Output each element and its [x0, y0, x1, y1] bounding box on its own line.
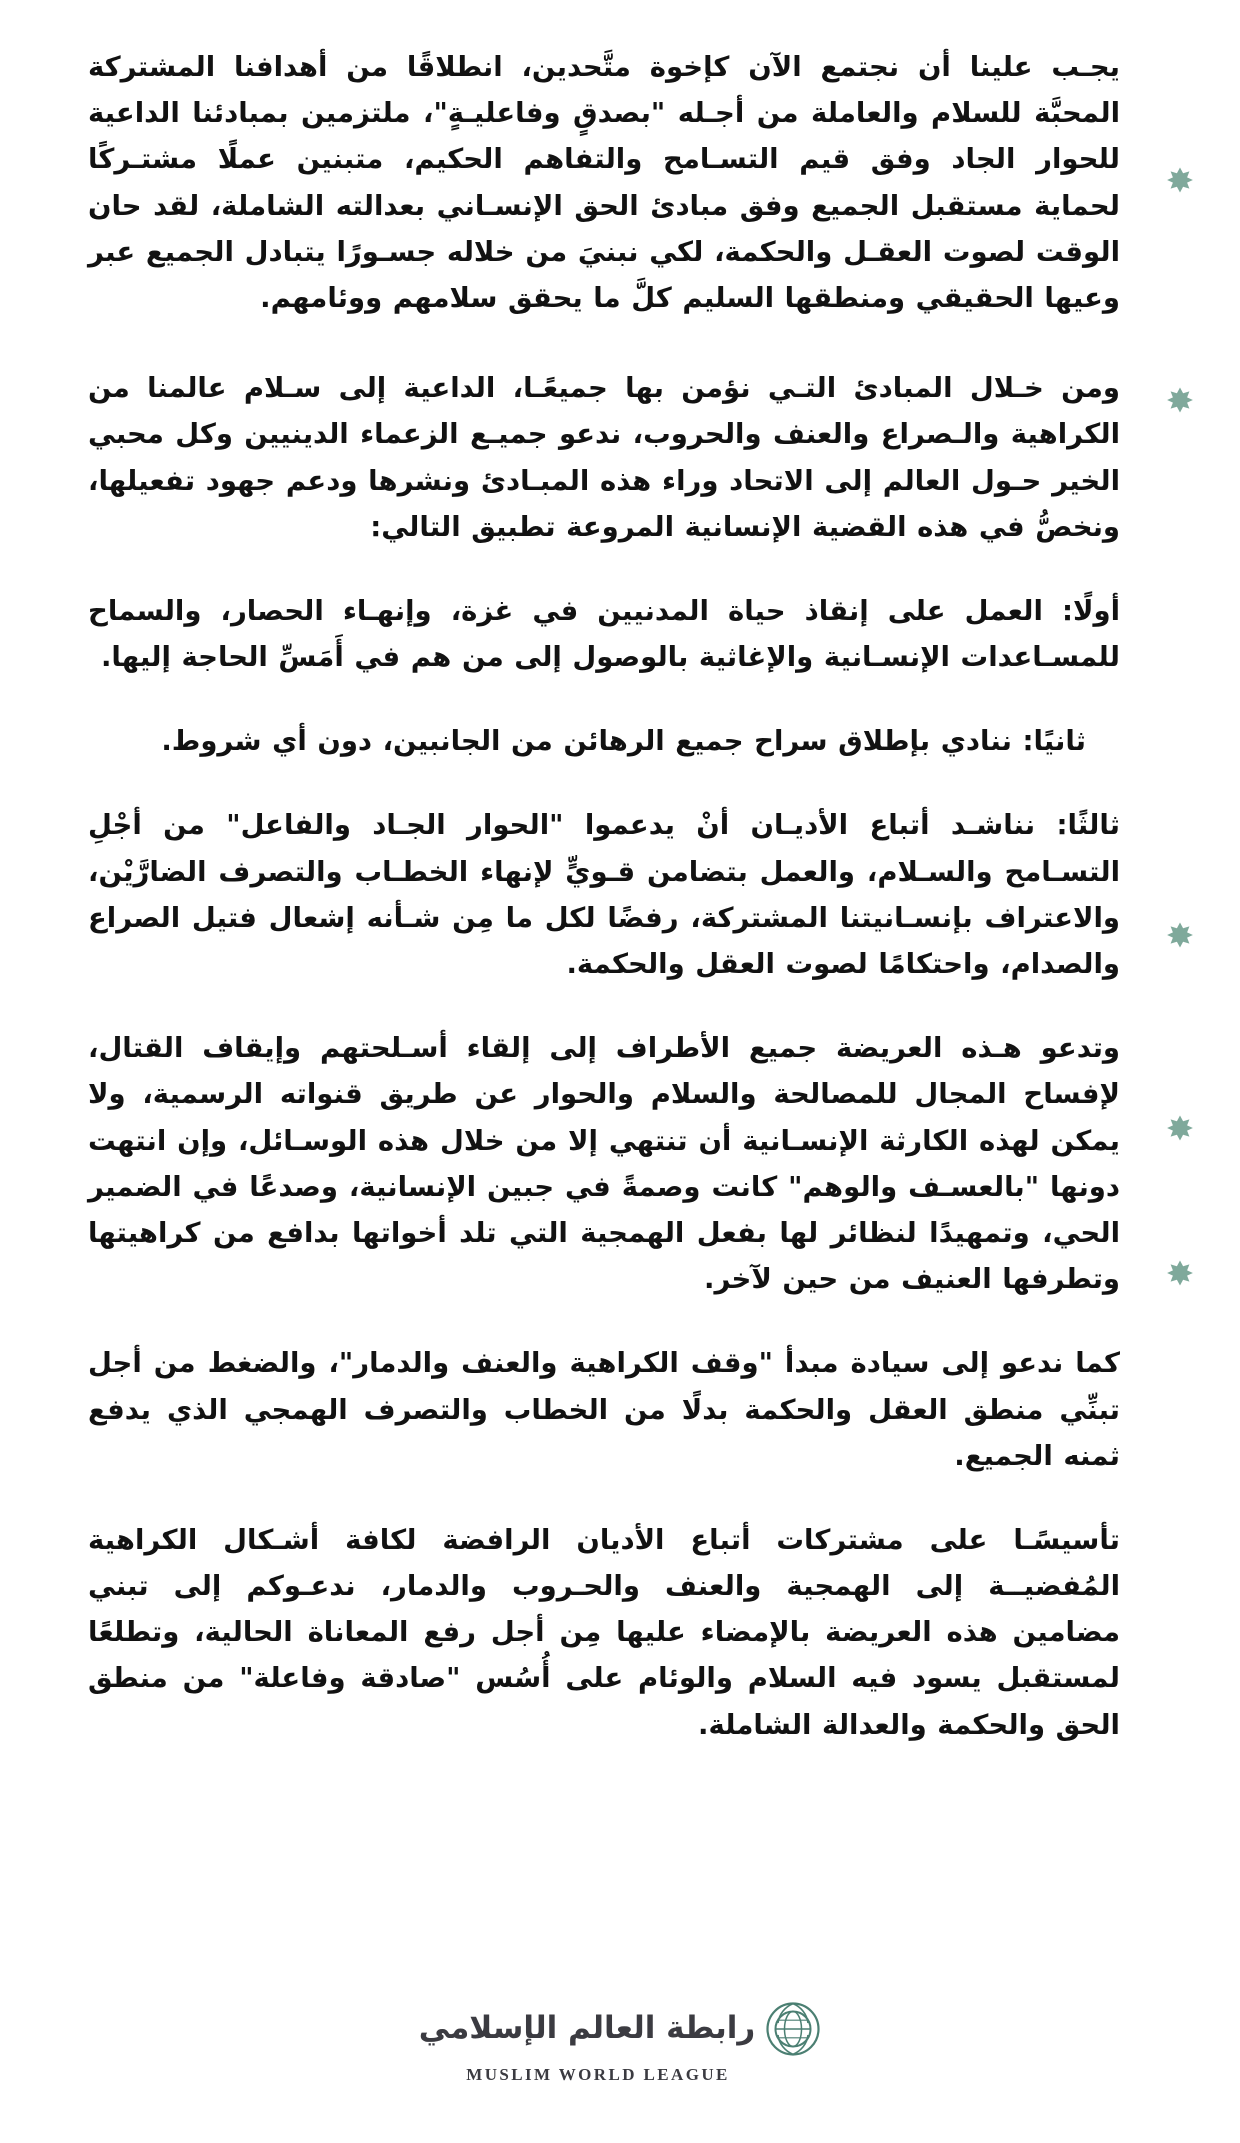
globe-wreath-emblem-icon — [765, 2001, 821, 2057]
flower-marker-icon — [1166, 166, 1194, 194]
logo-row — [419, 2001, 822, 2057]
paragraph-7: كما ندعو إلى سيادة مبدأ "وقف الكراهية والعنف والدمار"، والضغط من أجل تبنِّي منطق العقل والحكمة بدلًا من الخطاب والتصرف الهمجي الذي يدفع ثمنه الجميع. — [88, 1347, 1120, 1472]
paragraph-3-first-demand: أولًا: العمل على إنقاذ حياة المدنيين في غزة، وإنهـاء الحصار، والسماح للمسـاعدات الإنسـانية والإغاثية بالوصول إلى من هم في أَمَسِّ الحاجة إليها. — [88, 594, 1120, 674]
flower-marker-icon — [1166, 1259, 1194, 1287]
paragraph-8-closing: تأسيسًـا على مشتركات أتباع الأديان الرافضة لكافة أشـكال الكراهية المُفضيــة إلى الهمجية والعنف والحـروب والدمار، ندعـوكم إلى تبني مضامين هذه العريضة بالإمضاء عليها مِن أجل رفع المعاناة الحالية، وتطلعًا لمستقبل يسود فيه السلام والوئام على أُسُس "صادقة وفاعلة" من منطق الحق والحكمة والعدالة الشاملة. — [88, 1523, 1120, 1741]
paragraph-2: ومن خـلال المبادئ التـي نؤمن بها جميعًـا، الداعية إلى سـلام عالمنا من الكراهية والـصراع والعنف والحروب، ندعو جميـع الزعماء الدينيين وكل محبي الخير حـول العالم إلى الاتحاد وراء هذه المبـادئ ونشرها ودعم جهود تفعيلها، ونخصُّ في هذه القضية الإنسانية المروعة تطبيق التالي: — [88, 372, 1120, 543]
paragraph-1: يجـب علينا أن نجتمع الآن كإخوة متَّحدين، انطلاقًا من أهدافنا المشتركة المحبَّة للسلام والعاملة من أجـله "بصدقٍ وفاعليـةٍ"، ملتزمين بمبادئنا الداعية للحوار الجاد وفق قيم التسـامح والتفاهم الحكيم، متبنين عملًا مشتـركًا لحماية مستقبل الجميع وفق مبادئ الحق الإنسـاني بعدالته الشاملة، لقد حان الوقت لصوت العقـل والحكمة، لكي نبنيَ من خلاله جسـورًا يتبادل الجميع عبر وعيها الحقيقي ومنطقها السليم كلَّ ما يحقق سلامهم ووئامهم. — [88, 51, 1120, 314]
flower-marker-icon — [1166, 1114, 1194, 1142]
decorative-marker-column — [1120, 0, 1240, 2143]
paragraph-6: وتدعو هـذه العريضة جميع الأطراف إلى إلقاء أسـلحتهم وإيقاف القتال، لإفساح المجال للمصالحة والسلام والحوار عن طريق قنواته الرسمية، ولا يمكن لهذه الكارثة الإنسـانية أن تنتهي إلا من خلال هذه الوسـائل، وإن انتهت دونها "بالعسـف والوهم" كانت وصمةً في جبين الإنسانية، وصدعًا في الضمير الحي، وتمهيدًا لنظائر لها بفعل الهمجية التي تلد أخواتها بدافع من كراهيتها وتطرفها العنيف من حين لآخر. — [88, 1032, 1120, 1296]
document-body — [88, 44, 1120, 1748]
logo-english-wordmark: MUSLIM WORLD LEAGUE — [466, 2065, 730, 2084]
logo-arabic-wordmark: رابطة العالم الإسلامي — [418, 2010, 756, 2047]
footer-logo — [0, 2001, 1240, 2085]
paragraph-5-third-demand: ثالثًا: نناشـد أتباع الأديـان أنْ يدعموا "الحوار الجـاد والفاعل" من أجْلِ التسـامح والسـلام، والعمل بتضامن قـويٍّ لإنهاء الخطـاب والتصرف الضارَّيْن، والاعتراف بإنسـانيتنا المشتركة، رفضًا لكل ما مِن شـأنه إشعال فتيل الصراع والصدام، واحتكامًا لصوت العقل والحكمة. — [88, 809, 1120, 980]
flower-marker-icon — [1166, 386, 1194, 414]
paragraph-4-second-demand: ثانيًا: ننادي بإطلاق سراح جميع الرهائن من الجانبين، دون أي شروط. — [161, 725, 1086, 758]
flower-marker-icon — [1166, 921, 1194, 949]
